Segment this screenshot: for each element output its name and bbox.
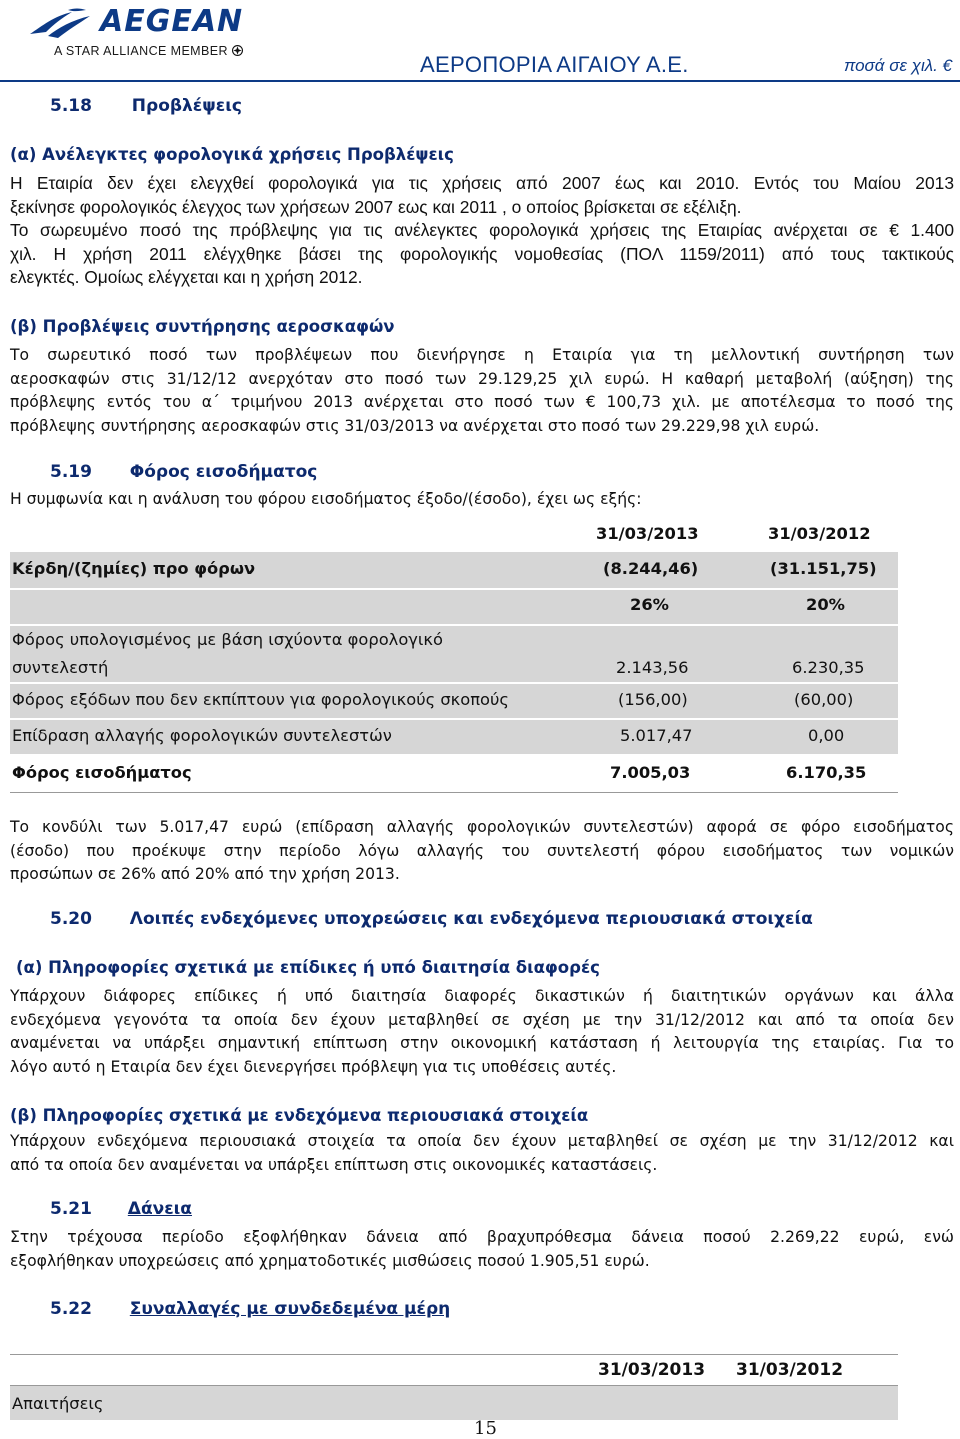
cell-2013: 5.017,47 xyxy=(620,726,693,745)
logo-wordmark: AEGEAN xyxy=(100,4,244,39)
cell-2012: (60,00) xyxy=(794,690,854,709)
section-number: 5.21 xyxy=(50,1199,92,1219)
section-title: Λοιπές ενδεχόμενες υποχρεώσεις και ενδεχόμενα περιουσιακά στοιχεία xyxy=(129,909,813,929)
section-title: Προβλέψεις xyxy=(131,96,242,116)
text-line: Στην τρέχουσα περίοδο εξοφλήθηκαν δάνεια από βραχυπρόθεσμα δάνεια ποσού 2.269,22 ευρώ, ενώ xyxy=(10,1228,954,1246)
text-line: πρόβλεψης εντός του α΄ τριμήνου 2013 ανέρχεται στο ποσό των € 100,73 χιλ. με αποτέλεσμα το ποσό της xyxy=(10,393,954,411)
text-line: Η Εταιρία δεν έχει ελεγχθεί φορολογικά για τις χρήσεις από 2007 έως και 2010. Εντός του Μαίου 2013 xyxy=(10,173,954,193)
text-line: ενδεχόμενα γεγονότα τα οποία δεν έχουν μεταβληθεί σε σχέση με την 31/12/2012 και από τα οποία δεν xyxy=(10,1010,954,1029)
text-line: (έσοδο) που προέκυψε στην περίοδο λόγω αλλαγής του συντελεστή φόρου εισοδήματος των νομικών xyxy=(10,841,954,860)
text-line: Υπάρχουν διάφορες επίδικες ή υπό διαιτησία διαφορές δικαστικών ή διαιτητικών οργάνων και άλλα xyxy=(10,987,954,1005)
section-heading-5-20 xyxy=(50,909,813,929)
text-line: ξεκίνησε φορολογικός έλεγχος των χρήσεων 2007 εως και 2011 , ο οποίος βρίσκεται σε εξέλιξη. xyxy=(10,196,742,217)
star-alliance-icon xyxy=(232,45,243,56)
subheading-5-18-a: (α) Ανέλεγκτες φορολογικά χρήσεις Προβλέψεις xyxy=(10,145,454,164)
table-header-row xyxy=(10,1354,898,1386)
paragraph-5-18-a xyxy=(10,172,954,290)
cell-2013: 26% xyxy=(630,595,669,614)
row-label: Απαιτήσεις xyxy=(12,1394,104,1413)
text-line: Το κονδύλι των 5.017,47 ευρώ (επίδραση αλλαγής φορολογικών συντελεστών) αφορά σε φόρο εισοδήματος xyxy=(10,818,954,836)
section-number: 5.22 xyxy=(50,1299,92,1319)
text-line: ελεγκτές. Ομοίως ελέγχεται και η χρήση 2012. xyxy=(10,267,363,287)
text-line: Το σωρευμένο ποσό της πρόβλεψης για τις ανέλεγκτες φορολογικά χρήσεις της Εταιρίας ανέρχεται σε € 1.400 xyxy=(10,220,954,240)
tax-note-paragraph xyxy=(10,816,954,887)
paragraph-5-21 xyxy=(10,1226,954,1273)
text-line: λόγο αυτό η Εταιρία δεν έχει διενεργήσει πρόβλεψη για τις υποθέσεις αυτές. xyxy=(10,1057,617,1076)
table-row xyxy=(10,590,898,624)
page-header xyxy=(0,0,960,82)
cell-2013: (8.244,46) xyxy=(603,559,699,578)
header-rule xyxy=(0,80,960,82)
section-heading-5-18 xyxy=(50,96,242,116)
table-total-row xyxy=(10,756,898,793)
cell-2012: 0,00 xyxy=(808,726,845,745)
section-number: 5.20 xyxy=(50,909,92,929)
row-label: Φόρος εξόδων που δεν εκπίπτουν για φορολογικούς σκοπούς xyxy=(12,690,509,709)
page-number: 15 xyxy=(474,1418,497,1439)
cell-2013: 2.143,56 xyxy=(616,658,689,677)
section-title: Συναλλαγές με συνδεδεμένα μέρη xyxy=(129,1299,451,1319)
table-row xyxy=(10,626,898,682)
row-label-continued: συντελεστή xyxy=(12,658,109,677)
section-heading-5-19 xyxy=(50,462,317,482)
column-header-2012: 31/03/2012 xyxy=(768,524,871,543)
text-line: αναμένεται να υπάρξει σημαντική επίπτωση στην οικονομική κατάσταση ή λειτουργία της εταιρίας. Για το xyxy=(10,1034,954,1052)
column-header-2012: 31/03/2012 xyxy=(736,1360,844,1380)
aegean-logo xyxy=(20,2,252,64)
cell-2012: 6.170,35 xyxy=(786,763,867,782)
row-label: Φόρος εισοδήματος xyxy=(12,763,192,782)
tax-intro: Η συμφωνία και η ανάλυση του φόρου εισοδήματος έξοδο/(έσοδο), έχει ως εξής: xyxy=(10,490,642,508)
table-header-row xyxy=(10,518,898,552)
column-header-2013: 31/03/2013 xyxy=(596,524,699,543)
section-heading-5-22 xyxy=(50,1299,450,1319)
text-line: πρόβλεψης συντήρησης αεροσκαφών στις 31/03/2013 να ανέρχεται στο ποσό των 29.229,98 χιλ ευρώ. xyxy=(10,416,820,435)
paragraph-5-18-b xyxy=(10,344,954,438)
amounts-unit-note: ποσά σε χιλ. € xyxy=(843,56,952,75)
text-line: Υπάρχουν ενδεχόμενα περιουσιακά στοιχεία τα οποία δεν έχουν μεταβληθεί σε σχέση με την 31/12/2012 και xyxy=(10,1132,954,1150)
cell-2013: (156,00) xyxy=(618,690,688,709)
text-line: από τα οποία δεν αναμένεται να υπάρξει επίπτωση στις οικονομικές καταστάσεις. xyxy=(10,1155,658,1174)
section-number: 5.19 xyxy=(50,462,92,482)
row-label: Κέρδη/(ζημίες) προ φόρων xyxy=(12,559,256,578)
aegean-bird-icon xyxy=(28,6,92,40)
column-header-2013: 31/03/2013 xyxy=(598,1360,706,1380)
paragraph-5-20-a xyxy=(10,985,954,1079)
table-row xyxy=(10,720,898,754)
section-heading-5-21 xyxy=(50,1199,192,1219)
cell-2012: 6.230,35 xyxy=(792,658,865,677)
section-title: Δάνεια xyxy=(127,1199,192,1219)
section-number: 5.18 xyxy=(50,96,92,116)
subheading-5-20-a: (α) Πληροφορίες σχετικά με επίδικες ή υπό διαιτησία διαφορές xyxy=(16,958,600,977)
subheading-5-20-b: (β) Πληροφορίες σχετικά με ενδεχόμενα περιουσιακά στοιχεία xyxy=(10,1106,589,1125)
paragraph-5-20-b xyxy=(10,1130,954,1177)
subheading-5-18-b: (β) Προβλέψεις συντήρησης αεροσκαφών xyxy=(10,317,395,336)
logo-tagline: A STAR ALLIANCE MEMBER xyxy=(54,44,243,58)
text-line: Το σωρευτικό ποσό των προβλέψεων που διενήργησε η Εταιρία για τη μελλοντική συντήρηση των xyxy=(10,346,954,364)
cell-2012: (31.151,75) xyxy=(770,559,877,578)
text-line: προσώπων σε 26% από 20% από την χρήση 2013. xyxy=(10,865,400,883)
text-line: εξοφλήθηκαν υποχρεώσεις από χρηματοδοτικές μισθώσεις ποσού 1.905,51 ευρώ. xyxy=(10,1251,650,1270)
text-line: χιλ. Η χρήση 2011 ελέγχθηκε βάσει της φορολογικής νομοθεσίας (ΠΟΛ 1159/2011) από τους τακτικούς xyxy=(10,243,954,264)
table-row xyxy=(10,1386,898,1420)
row-label: Φόρος υπολογισμένος με βάση ισχύοντα φορολογικό xyxy=(12,630,443,649)
company-name: ΑΕΡΟΠΟΡΙΑ ΑΙΓΑΙΟΥ Α.Ε. xyxy=(420,52,689,77)
table-row xyxy=(10,552,898,588)
text-line: αεροσκαφών στις 31/12/12 ανερχόταν στο ποσό των 29.129,25 χιλ ευρώ. Η καθαρή μεταβολή (αύξηση) της xyxy=(10,369,954,388)
cell-2013: 7.005,03 xyxy=(610,763,691,782)
cell-2012: 20% xyxy=(806,595,845,614)
table-row xyxy=(10,684,898,718)
section-title: Φόρος εισοδήματος xyxy=(129,462,318,482)
row-label: Επίδραση αλλαγής φορολογικών συντελεστών xyxy=(12,726,392,745)
